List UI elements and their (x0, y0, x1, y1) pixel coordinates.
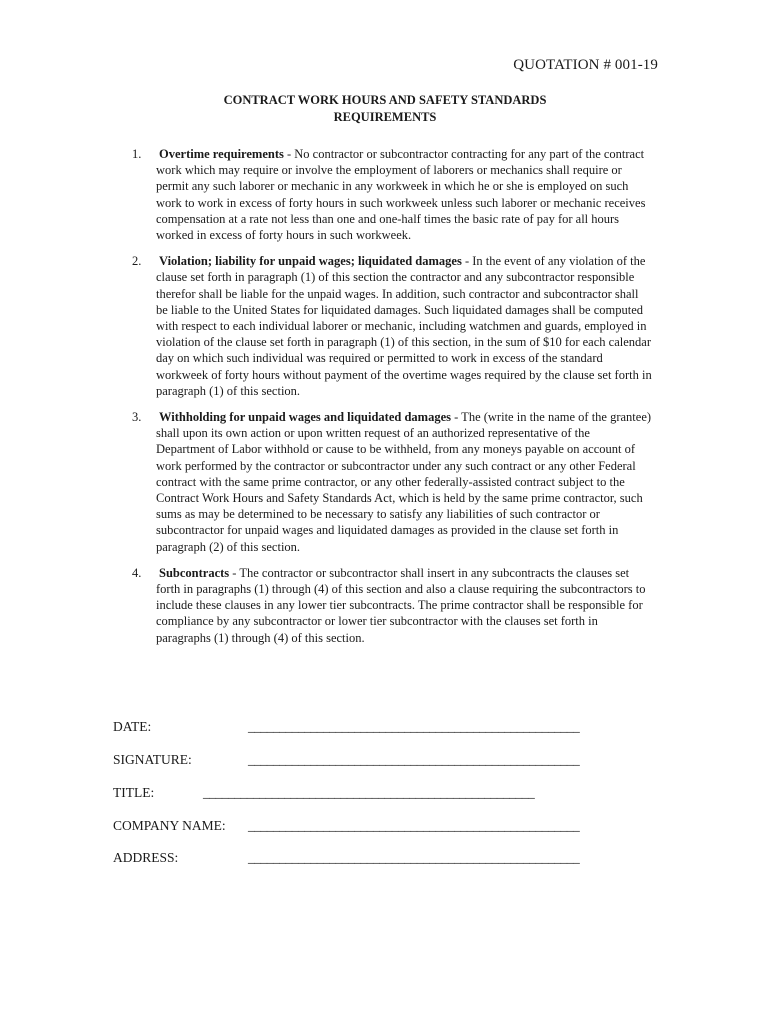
clause-4 (0, 565, 770, 646)
clause-heading: Withholding for unpaid wages and liquidated damages (159, 410, 451, 425)
clause-heading: Overtime requirements (159, 147, 284, 161)
address-field (113, 850, 673, 870)
date-label: DATE: (113, 719, 152, 734)
clause-body (156, 146, 652, 243)
clause-number: 1. (132, 147, 142, 161)
signature-field (113, 752, 673, 772)
clause-number: 3. (132, 410, 142, 425)
date-field (113, 719, 673, 739)
address-label: ADDRESS: (113, 850, 179, 865)
clause-number: 2. (132, 254, 142, 269)
clause-number: 4. (132, 565, 142, 580)
quotation-number: QUOTATION # 001-19 (513, 57, 658, 73)
company-name-blank-line[interactable]: _____________________________________________________ (248, 818, 580, 833)
date-blank-line[interactable]: _____________________________________________________ (248, 719, 580, 734)
clause-body (156, 565, 652, 646)
clause-text: - In the event of any violation of the clause set forth in paragraph (1) of this section the contractor and any subcontractor responsible therefor shall be liable for the unpaid wages. In addition, such contractor and subcontractor shall be liable to the United States for liquidated damages. Such liquidated damages shall be computed with respect to each individual laborer or mechanic, including watchmen and guards, employed in violation of the clause set forth in paragraph (1) of this section, in the sum of $10 for each calendar day on which such individual was required or permitted to work in excess of the standard workweek of forty hours without payment of the overtime wages required by the clause set forth in paragraph (1) of this section. (156, 254, 652, 398)
title-line-2: REQUIREMENTS (333, 109, 437, 124)
clause-body (156, 253, 652, 399)
title-line-1: CONTRACT WORK HOURS AND SAFETY STANDARDS (223, 93, 547, 107)
address-blank-line[interactable]: _____________________________________________________ (248, 850, 580, 865)
title-field (113, 785, 673, 805)
clause-text: - No contractor or subcontractor contracting for any part of the contract work which may require or involve the employment of laborers or mechanics shall require or permit any such laborer or mechanic in any workweek in which he or she is employed on such work to work in excess of forty hours in such workweek unless such laborer or mechanic receives compensation at a rate not less than one and one-half times the basic rate of pay for all hours worked in excess of forty hours in such workweek. (156, 147, 646, 243)
document-title (0, 92, 770, 125)
clause-heading: Subcontracts (159, 565, 230, 580)
clause-body (156, 409, 652, 555)
clause-3 (0, 409, 770, 555)
company-name-label: COMPANY NAME: (113, 818, 226, 833)
title-label: TITLE: (113, 785, 155, 800)
clause-text: - The (write in the name of the grantee) shall upon its own action or upon written request of an authorized representative of the Department of Labor withhold or cause to be withheld, from any moneys payable on account of work performed by the contractor or subcontractor under any such contract or any other Federal contract with the same prime contractor, or any other federally-assisted contract subject to the Contract Work Hours and Safety Standards Act, which is held by the same prime contractor, such sums as may be determined to be necessary to satisfy any liabilities of such contractor or subcontractor for unpaid wages and liquidated damages as provided in the clause set forth in paragraph (2) of this section. (156, 410, 652, 554)
clause-list (0, 146, 770, 656)
title-blank-line[interactable]: _____________________________________________________ (203, 785, 535, 800)
clause-text: - The contractor or subcontractor shall insert in any subcontracts the clauses set forth in paragraphs (1) through (4) of this section and also a clause requiring the subcontractors to include these clauses in any lower tier subcontracts. The prime contractor shall be responsible for compliance by any subcontractor or lower tier subcontractor with the clauses set forth in paragraphs (1) through (4) of this section. (156, 565, 646, 645)
clause-1 (0, 146, 770, 243)
company-name-field (113, 818, 673, 838)
signature-label: SIGNATURE: (113, 752, 192, 767)
clause-heading: Violation; liability for unpaid wages; liquidated damages (159, 254, 462, 269)
signature-blank-line[interactable]: _____________________________________________________ (248, 752, 580, 767)
clause-2 (0, 253, 770, 399)
